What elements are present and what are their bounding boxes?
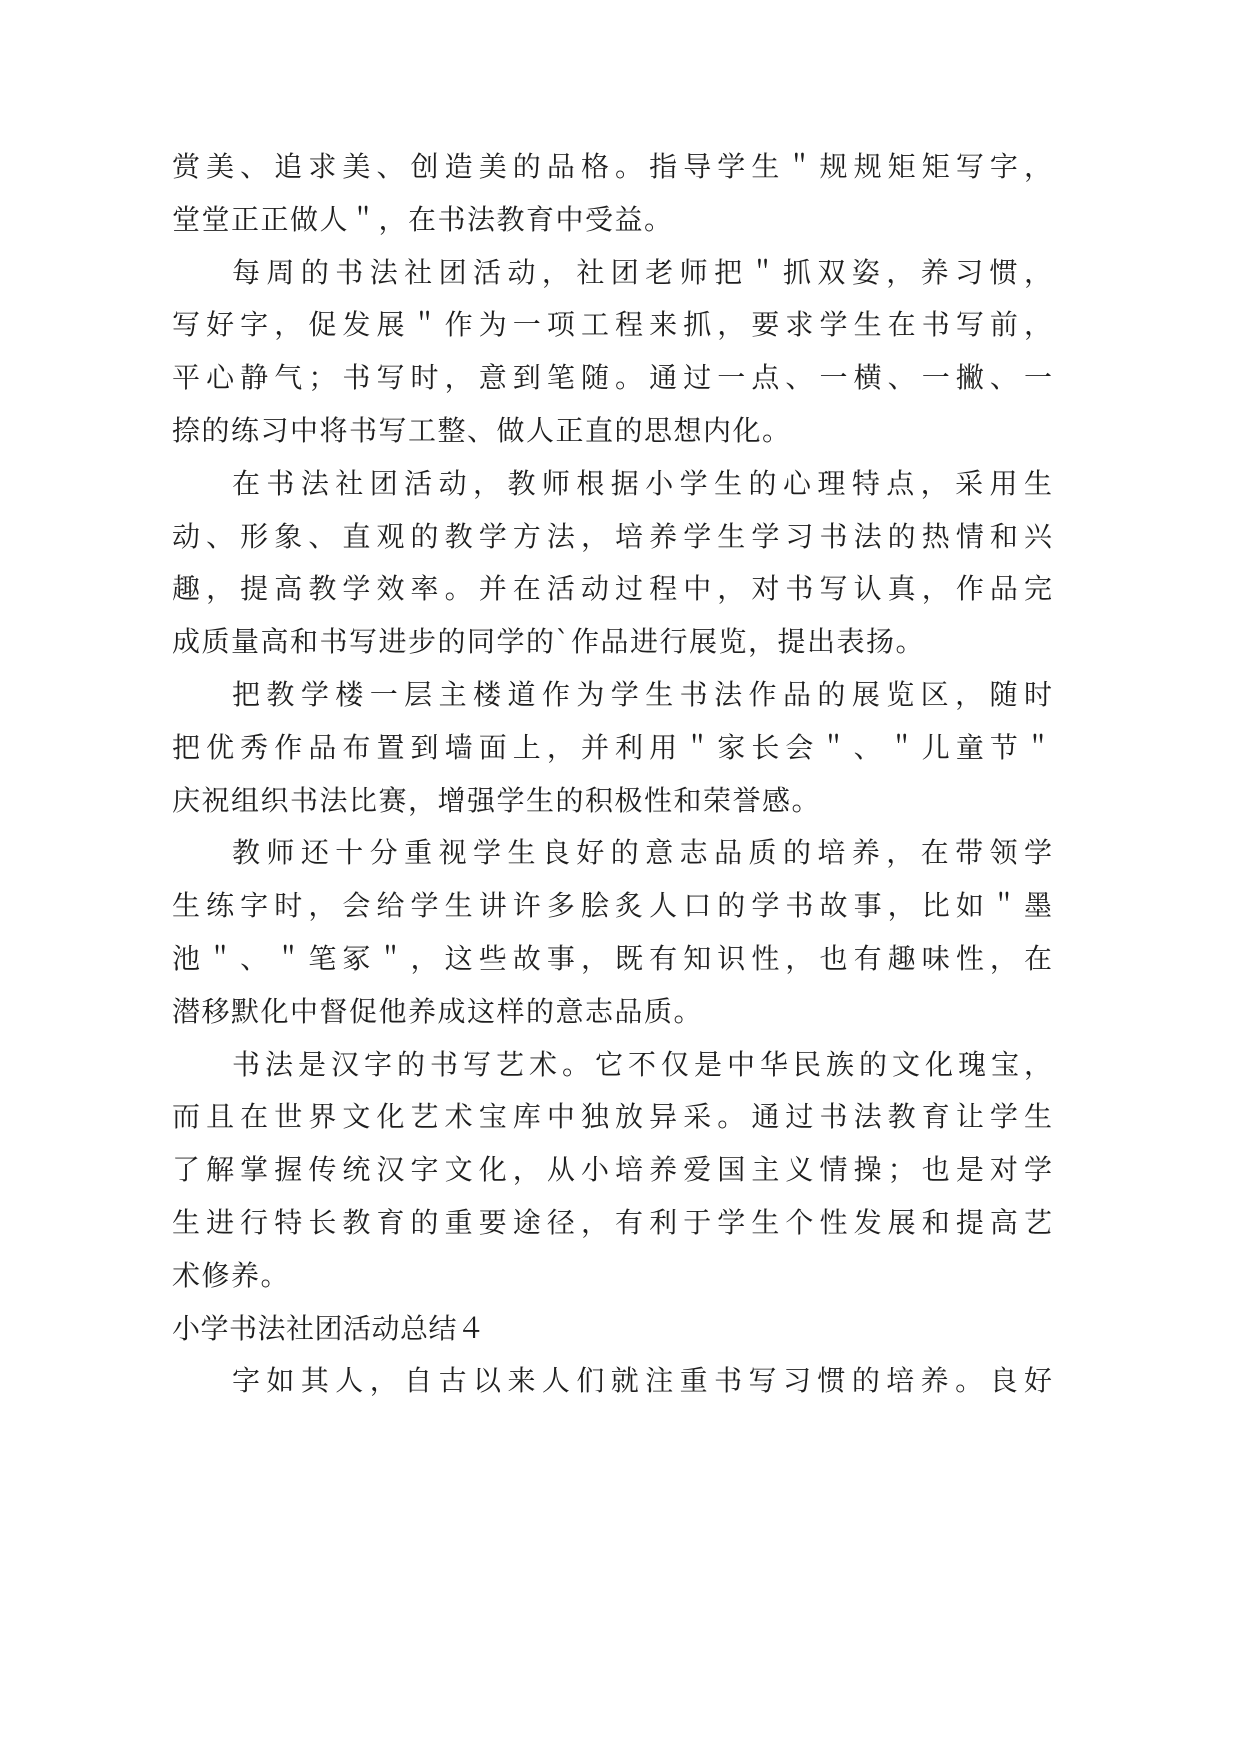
text-line: 术修养。	[172, 1258, 291, 1292]
text-line: 潜移默化中督促他养成这样的意志品质。	[172, 994, 704, 1028]
text-line: 教师还十分重视学生良好的意志品质的培养，在带领学	[232, 836, 1052, 870]
paragraph	[172, 458, 1052, 669]
text-line: 字如其人，自古以来人们就注重书写习惯的培养。良好	[232, 1364, 1052, 1398]
text-line: 把教学楼一层主楼道作为学生书法作品的展览区，随时	[232, 677, 1052, 711]
text-line: 成质量高和书写进步的同学的`作品进行展览，提出表扬。	[172, 625, 926, 659]
section-heading: 小学书法社团活动总结４	[172, 1311, 486, 1345]
text-line: 趣，提高教学效率。并在活动过程中，对书写认真，作品完	[172, 572, 1052, 606]
text-line: 平心静气；书写时，意到笔随。通过一点、一横、一撇、一	[172, 361, 1052, 395]
text-line: 捺的练习中将书写工整、做人正直的思想内化。	[172, 413, 792, 447]
text-line: 动、形象、直观的教学方法，培养学生学习书法的热情和兴	[172, 519, 1052, 553]
document-body	[172, 141, 1052, 1408]
text-line: 在书法社团活动，教师根据小学生的心理特点，采用生	[232, 466, 1052, 500]
text-line: 堂堂正正做人＂，在书法教育中受益。	[172, 202, 674, 236]
paragraph	[172, 141, 1052, 247]
text-line: 生练字时，会给学生讲许多脍炙人口的学书故事，比如＂墨	[172, 889, 1052, 923]
paragraph	[172, 827, 1052, 1038]
text-line: 赏美、追求美、创造美的品格。指导学生＂规规矩矩写字，	[172, 150, 1052, 183]
text-line: 了解掌握传统汉字文化，从小培养爱国主义情操；也是对学	[172, 1153, 1052, 1187]
paragraph	[172, 669, 1052, 827]
text-line: 庆祝组织书法比赛，增强学生的积极性和荣誉感。	[172, 783, 822, 817]
paragraph	[172, 1355, 1052, 1408]
text-line: 池＂、＂笔冢＂，这些故事，既有知识性，也有趣味性，在	[172, 941, 1052, 975]
text-line: 写好字，促发展＂作为一项工程来抓，要求学生在书写前，	[172, 308, 1052, 342]
paragraph	[172, 1039, 1052, 1303]
text-line: 书法是汉字的书写艺术。它不仅是中华民族的文化瑰宝，	[232, 1047, 1052, 1081]
text-line: 生进行特长教育的重要途径，有利于学生个性发展和提高艺	[172, 1205, 1052, 1239]
paragraph	[172, 247, 1052, 458]
text-line: 而且在世界文化艺术宝库中独放异采。通过书法教育让学生	[172, 1100, 1052, 1134]
text-line: 把优秀作品布置到墙面上，并利用＂家长会＂、＂儿童节＂	[172, 730, 1052, 764]
text-line: 每周的书法社团活动，社团老师把＂抓双姿，养习惯，	[232, 255, 1052, 289]
